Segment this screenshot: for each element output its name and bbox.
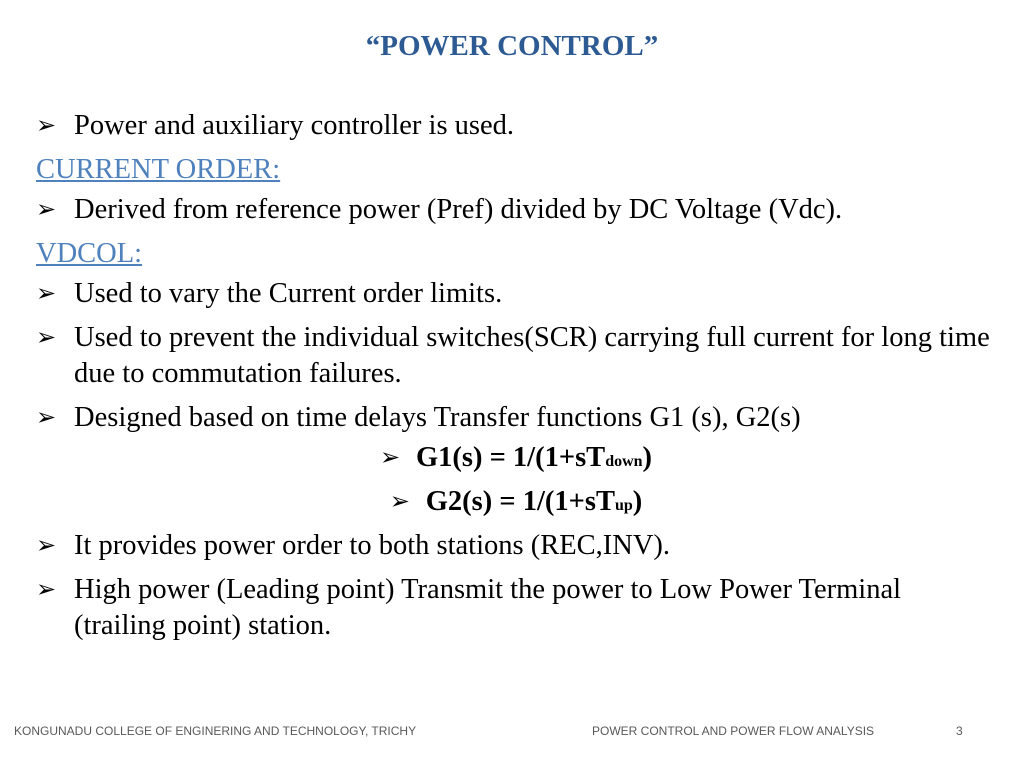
page-number: 3 — [956, 724, 963, 738]
arrow-bullet-icon: ➢ — [36, 533, 57, 559]
bullet-text: Designed based on time delays Transfer functions G1 (s), G2(s) — [74, 402, 801, 433]
bullet-item — [36, 320, 996, 392]
slide-title: “POWER CONTROL” — [365, 30, 659, 62]
arrow-bullet-icon: ➢ — [36, 197, 57, 223]
arrow-bullet-icon: ➢ — [36, 113, 57, 139]
bullet-item — [36, 400, 996, 436]
bullet-item — [36, 572, 996, 644]
bullet-item — [36, 108, 996, 144]
bullet-item — [36, 192, 996, 228]
bullet-text: High power (Leading point) Transmit the power to Low Power Terminal (trailing point) station. — [74, 574, 902, 641]
footer-topic: POWER CONTROL AND POWER FLOW ANALYSIS — [592, 724, 875, 738]
formula-text: G1(s) = 1/(1+sTdown) — [415, 442, 653, 473]
bullet-item — [36, 276, 996, 312]
subscript: up — [614, 497, 633, 514]
formula-text: G2(s) = 1/(1+sTup) — [425, 486, 643, 517]
bullet-text: Used to prevent the individual switches(SCR) carrying full current for long time due to commutation failures. — [74, 322, 990, 389]
formula-g1 — [36, 440, 996, 480]
footer-college: KONGUNADU COLLEGE OF ENGINERING AND TECHNOLOGY, TRICHY — [14, 724, 417, 738]
arrow-bullet-icon: ➢ — [36, 577, 57, 603]
bullet-text: Used to vary the Current order limits. — [74, 278, 503, 309]
bullet-item — [36, 528, 996, 564]
formula-g2 — [36, 484, 996, 524]
bullet-text: Derived from reference power (Pref) divided by DC Voltage (Vdc). — [74, 194, 843, 225]
arrow-bullet-icon: ➢ — [389, 489, 410, 515]
bullet-text: It provides power order to both stations (REC,INV). — [74, 530, 671, 561]
slide-body — [36, 108, 996, 652]
arrow-bullet-icon: ➢ — [36, 325, 57, 351]
arrow-bullet-icon: ➢ — [379, 445, 401, 471]
subscript: down — [605, 453, 643, 470]
arrow-bullet-icon: ➢ — [36, 405, 57, 431]
section-heading-current-order: CURRENT ORDER: — [36, 154, 281, 185]
arrow-bullet-icon: ➢ — [36, 281, 57, 307]
bullet-text: Power and auxiliary controller is used. — [74, 110, 515, 141]
section-heading-vdcol: VDCOL: — [36, 238, 143, 269]
